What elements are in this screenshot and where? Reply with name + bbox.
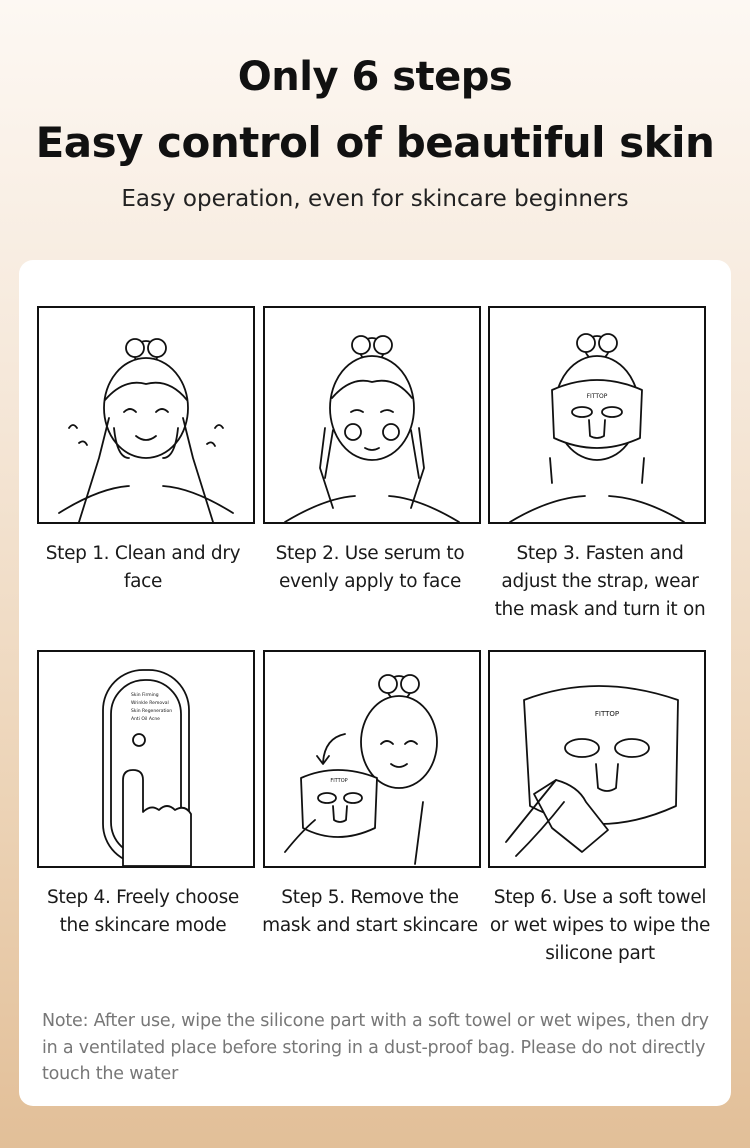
step-4-caption: Step 4. Freely choose the skincare mode	[46, 887, 239, 936]
page-title-line-1: Only 6 steps	[237, 54, 513, 100]
step-2-illustration	[263, 306, 481, 524]
woman-applying-serum-icon	[265, 308, 479, 522]
removed-mask-brand-label: FITTOP	[330, 778, 348, 784]
step-6-caption: Step 6. Use a soft towel or wet wipes to wipe the silicone part	[489, 887, 711, 964]
controller-label-1: Skin Firming	[131, 693, 159, 698]
step-6-illustration	[488, 650, 706, 868]
controller-label-3: Skin Regeneration	[131, 709, 173, 714]
woman-washing-face-icon	[39, 308, 253, 522]
page-subtitle: Easy operation, even for skincare beginners	[121, 186, 629, 212]
hand-wiping-mask-icon	[490, 652, 704, 866]
controller-label-4: Anti Oil Acne	[131, 717, 160, 722]
step-3-illustration	[488, 306, 706, 524]
step-4-illustration	[37, 650, 255, 868]
finger-pressing-controller-icon	[39, 652, 253, 866]
woman-removing-mask-icon	[265, 652, 479, 866]
step-3-caption: Step 3. Fasten and adjust the strap, wear the mask and turn it on	[494, 543, 706, 620]
page-title-line-2: Easy control of beautiful skin	[35, 118, 715, 167]
step-2-caption: Step 2. Use serum to evenly apply to face	[275, 543, 465, 592]
step-5-illustration	[263, 650, 481, 868]
wiped-mask-brand-label: FITTOP	[594, 710, 620, 718]
usage-note: Note: After use, wipe the silicone part with a soft towel or wet wipes, then dry in a ventilated place before storing in a dust-proof bag. Please do not directly touch the water	[42, 1011, 709, 1084]
step-1-caption: Step 1. Clean and dry face	[45, 543, 241, 592]
step-1-illustration	[37, 306, 255, 524]
woman-wearing-mask-icon	[490, 308, 704, 522]
step-5-caption: Step 5. Remove the mask and start skincare	[262, 887, 478, 936]
mask-brand-label: FITTOP	[586, 393, 608, 400]
controller-label-2: Wrinkle Removal	[131, 701, 169, 706]
